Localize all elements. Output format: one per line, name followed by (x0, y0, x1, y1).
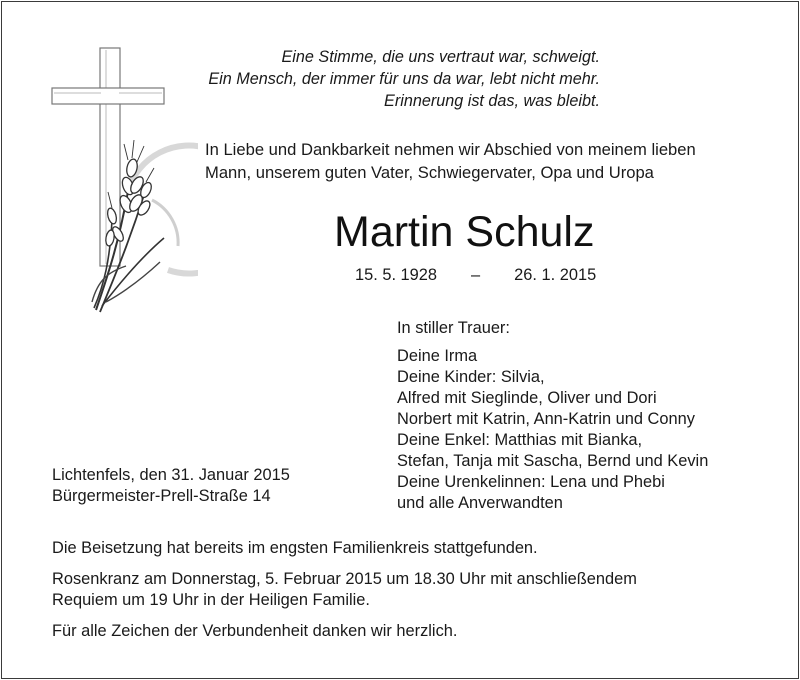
mourner-line: Deine Urenkelinnen: Lena und Phebi (397, 473, 665, 491)
poem-line: Eine Stimme, die uns vertraut war, schweigt. (281, 48, 600, 66)
poem-line: Ein Mensch, der immer für uns da war, lebt nicht mehr. (208, 70, 600, 88)
life-dates (355, 264, 596, 286)
mourner-line: Alfred mit Sieglinde, Oliver und Dori (397, 389, 657, 407)
farewell-intro (205, 138, 696, 184)
deceased-name: Martin Schulz (334, 208, 595, 256)
mourners-list (397, 318, 708, 514)
intro-line: In Liebe und Dankbarkeit nehmen wir Abschied von meinem lieben (205, 140, 696, 159)
cross-with-wheat-icon (48, 40, 198, 320)
mourners-heading: In stiller Trauer: (397, 319, 510, 337)
death-date: 26. 1. 2015 (514, 266, 597, 284)
birth-date: 15. 5. 1928 (355, 266, 438, 284)
poem-line: Erinnerung ist das, was bleibt. (384, 92, 600, 110)
memorial-poem (200, 46, 600, 112)
mourner-line: Deine Enkel: Matthias mit Bianka, (397, 431, 643, 449)
funeral-information (52, 538, 712, 652)
mourner-line: Stefan, Tanja mit Sascha, Bernd und Kevin (397, 452, 709, 470)
mourner-line: Deine Irma (397, 347, 478, 365)
rosary-note (52, 569, 712, 611)
mourner-line: Deine Kinder: Silvia, (397, 368, 545, 386)
place-and-address (52, 465, 290, 507)
date-separator: – (471, 266, 481, 284)
mourner-line: und alle Anverwandten (397, 494, 563, 512)
rosary-line: Rosenkranz am Donnerstag, 5. Februar 2015 um 18.30 Uhr mit anschließendem (52, 570, 637, 588)
intro-line: Mann, unserem guten Vater, Schwiegervater, Opa und Uropa (205, 163, 654, 182)
thanks-note: Für alle Zeichen der Verbundenheit danken wir herzlich. (52, 622, 458, 640)
address: Bürgermeister-Prell-Straße 14 (52, 487, 271, 505)
city-date: Lichtenfels, den 31. Januar 2015 (52, 466, 290, 484)
rosary-line: Requiem um 19 Uhr in der Heiligen Familie. (52, 591, 370, 609)
burial-note: Die Beisetzung hat bereits im engsten Familienkreis stattgefunden. (52, 539, 538, 557)
mourner-line: Norbert mit Katrin, Ann-Katrin und Conny (397, 410, 695, 428)
